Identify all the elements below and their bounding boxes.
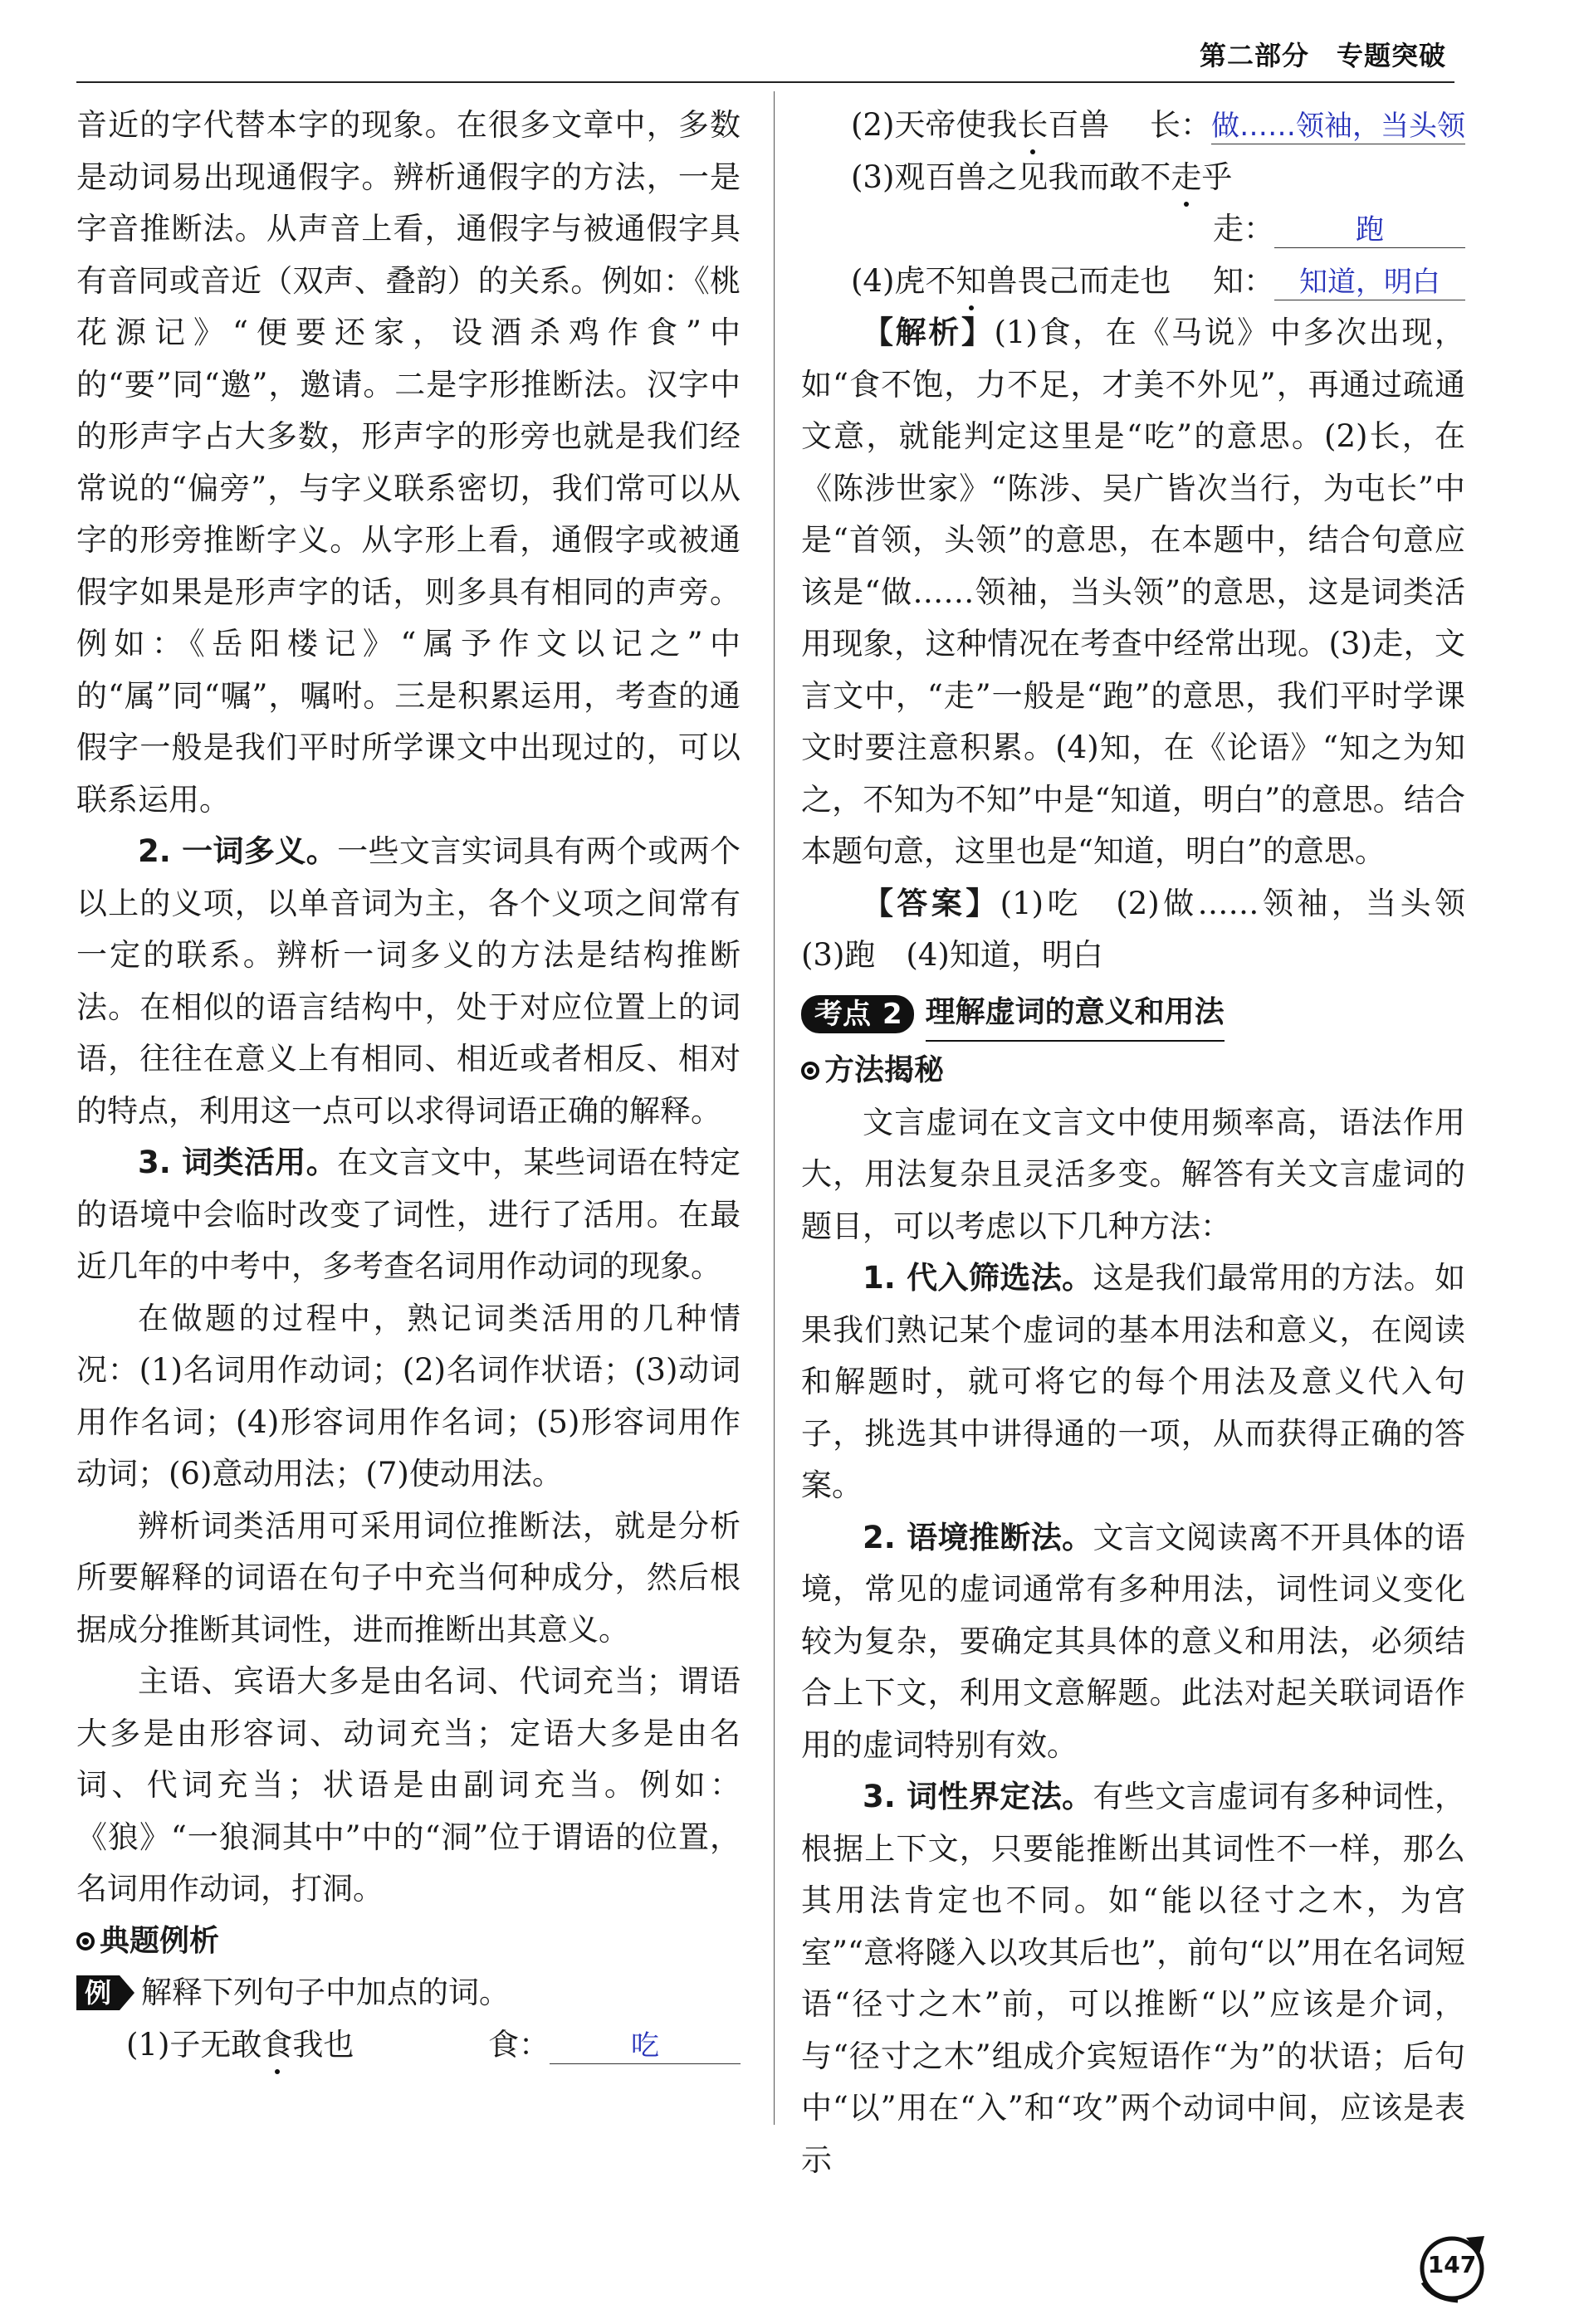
- sentence-part: 我也: [292, 2026, 354, 2063]
- answer-text: (1)吃 (2)做……领袖，当头领 (3)跑 (4)知道，明白: [801, 885, 1497, 973]
- paragraph-tongjiazi: 音近的字代替本字的现象。在很多文章中，多数是动词易出现通假字。辨析通假字的方法，一是字音推断法。从声音上看，通假字与被通假字具有音同或音近（双声、叠韵）的关系。例如：《桃花源记》“便要还家，设酒杀鸡作食”中的“要”同“邀”，邀请。二是字形推断法。汉字中的形声字占大多数，形声字的形旁也就是我们经常说的“偏旁”，与字义联系密切，我们常可以从字的形旁推断字义。从字形上看，通假字或被通假字如果是形声字的话，则多具有相同的声旁。例如：《岳阳楼记》“属予作文以记之”中的“属”同“嘱”，嘱咐。三是积累运用，考查的通假字一般是我们平时所学课文中出现过的，可以联系运用。: [76, 107, 741, 818]
- right-column: [801, 100, 1497, 2186]
- method-1-text: 这是我们最常用的方法。如果我们熟记某个虚词的基本用法和意义，在阅读和解题时，就可将它的每个用法及意义代入句子，挑选其中讲得通的一项，从而获得正确的答案。: [801, 1260, 1465, 1503]
- method-2: [801, 1512, 1465, 1772]
- answer-label: 【答案】: [863, 885, 1000, 921]
- example-item-1: [76, 2019, 741, 2072]
- example-item-4: [801, 256, 1465, 308]
- heading-cileihuoyong: 3. 词类活用。: [138, 1145, 338, 1180]
- bullet-icon: [801, 1062, 819, 1080]
- sentence-part: (4)虎不: [851, 262, 956, 299]
- paragraph-text: 在文言文中，某些词语在特定的语境中会临时改变了词性，进行了活用。在最近几年的中考中，多考查名词用作动词的现象。: [76, 1145, 741, 1284]
- left-column: [76, 100, 741, 2071]
- paragraph-text: 一些文言实词具有两个或两个以上的义项，以单音词为主，各个义项之间常有一定的联系。辨析一词多义的方法是结构推断法。在相似的语言结构中，处于对应位置上的词语，往往在意义上有相同、相近或者相反、相对的特点，利用这一点可以求得词语正确的解释。: [76, 833, 741, 1129]
- kaodian-heading: [801, 987, 1465, 1042]
- example-item-3: [801, 152, 1465, 204]
- section-title: 方法揭秘: [824, 1053, 945, 1087]
- answer-blank: 吃: [550, 2029, 741, 2064]
- kaodian-tag: 考点: [801, 995, 879, 1033]
- sentence-part: (1)子无敢: [126, 2026, 262, 2063]
- sentence-part: 兽畏己而走也: [986, 262, 1171, 299]
- running-header: 第二部分 专题突破: [1199, 40, 1446, 71]
- example-tag: 例: [76, 1975, 120, 2010]
- sentence-part: 乎: [1201, 159, 1233, 195]
- heading-yiciduoyi: 2. 一词多义。: [138, 833, 338, 869]
- answer-blank: 做……领袖，当头领: [1211, 110, 1465, 143]
- paragraph-cileihuoyong: [76, 1137, 741, 1293]
- section-title: 典题例析: [100, 1923, 220, 1958]
- paragraph-yiciduoyi: [76, 826, 741, 1137]
- analysis-label: 【解析】: [863, 315, 995, 350]
- bullet-icon: [76, 1932, 95, 1950]
- dotted-word: 走: [1171, 159, 1202, 195]
- method-3-text: 有些文言虚词有多种词性，根据上下文，只要能推断出其词性不一样，那么其用法肯定也不同。如“能以径寸之木，为宫室”“意将隧入以攻其后也”，前句“以”用在名词短语“径寸之木”前，可以推断“以”应该是介词，与“径寸之木”组成介宾短语作“为”的状语；后句中“以”用在“入”和“攻”两个动词中间，应该是表示: [801, 1779, 1465, 2178]
- answer-blank: 跑: [1274, 212, 1465, 248]
- kaodian-number: 2: [879, 995, 914, 1033]
- example-item-3-blank: [801, 203, 1465, 256]
- answer-paragraph: [801, 878, 1497, 982]
- sentence-part: (3)观百兽之见我而敢不: [851, 159, 1171, 195]
- example-prompt: [76, 1967, 741, 2019]
- blank-label: 食：: [488, 2026, 550, 2063]
- blank-label: 知：: [1213, 262, 1274, 299]
- method-2-text: 文言文阅读离不开具体的语境，常见的虚词通常有多种用法，词性词义变化较为复杂，要确定其具体的意义和用法，必须结合上下文，利用文意解题。此法对起关联词语作用的虚词特别有效。: [801, 1519, 1465, 1763]
- method-1: [801, 1252, 1465, 1512]
- header-rule: [76, 81, 1454, 83]
- example-item-2: [801, 100, 1465, 152]
- blank-label: 走：: [1213, 211, 1274, 247]
- section-heading-method: [801, 1045, 1465, 1097]
- paragraph-ciwei: 辨析词类活用可采用词位推断法，就是分析所要解释的词语在句子中充当何种成分，然后根据成分推断其词性，进而推断出其意义。: [76, 1507, 741, 1648]
- arrow-icon: [120, 1975, 134, 2010]
- section-heading-dianti: [76, 1916, 741, 1968]
- dotted-word: 食: [262, 2026, 293, 2063]
- paragraph-chengfen: 主语、宾语大多是由名词、代词充当；谓语大多是由形容词、动词充当；定语大多是由名词、代词充当；状语是由副词充当。例如：《狼》“一狼洞其中”中的“洞”位于谓语的位置，名词用作动词，打洞。: [76, 1663, 741, 1907]
- method-intro: 文言虚词在文言文中使用频率高，语法作用大，用法复杂且灵活多变。解答有关文言虚词的题目，可以考虑以下几种方法：: [801, 1104, 1465, 1244]
- analysis-text: (1)食，在《马说》中多次出现，如“食不饱，力不足，才美不外见”，再通过疏通文意，就能判定这里是“吃”的意思。(2)长，在《陈涉世家》“陈涉、吴广皆次当行，为屯长”中是“首领，头领”的意思，在本题中，结合句意应该是“做……领袖，当头领”的意思，这是词类活用现象，这种情况在考查中经常出现。(3)走，文言文中，“走”一般是“跑”的意思，我们平时学课文时要注意积累。(4)知，在《论语》“知之为知之，不知为不知”中是“知道，明白”的意思。结合本题句意，这里也是“知道，明白”的意思。: [801, 315, 1465, 869]
- example-instruction: 解释下列句子中加点的词。: [141, 1975, 511, 2010]
- answer-blank: 知道，明白: [1274, 265, 1465, 300]
- method-1-title: 1. 代入筛选法。: [863, 1260, 1093, 1296]
- method-2-title: 2. 语境推断法。: [863, 1519, 1093, 1555]
- blank-label: 长：: [1150, 107, 1211, 143]
- analysis-paragraph: [801, 307, 1465, 878]
- column-divider: [774, 91, 775, 2125]
- kaodian-title: 理解虚词的意义和用法: [926, 987, 1225, 1042]
- paragraph-huoyong-cases: 在做题的过程中，熟记词类活用的几种情况：(1)名词用作动词；(2)名词作状语；(3)动词用作名词；(4)形容词用作名词；(5)形容词用作动词；(6)意动用法；(7)使动用法。: [76, 1300, 741, 1492]
- sentence-part: (2)天帝使我: [851, 107, 1018, 143]
- method-3: [801, 1771, 1465, 2186]
- page-number-badge: [1416, 2233, 1488, 2304]
- page-number: 147: [1427, 2251, 1477, 2278]
- sentence-part: 百兽: [1048, 107, 1110, 143]
- dotted-word: 知: [956, 262, 987, 299]
- dotted-word: 长: [1017, 107, 1049, 143]
- method-3-title: 3. 词性界定法。: [863, 1779, 1093, 1814]
